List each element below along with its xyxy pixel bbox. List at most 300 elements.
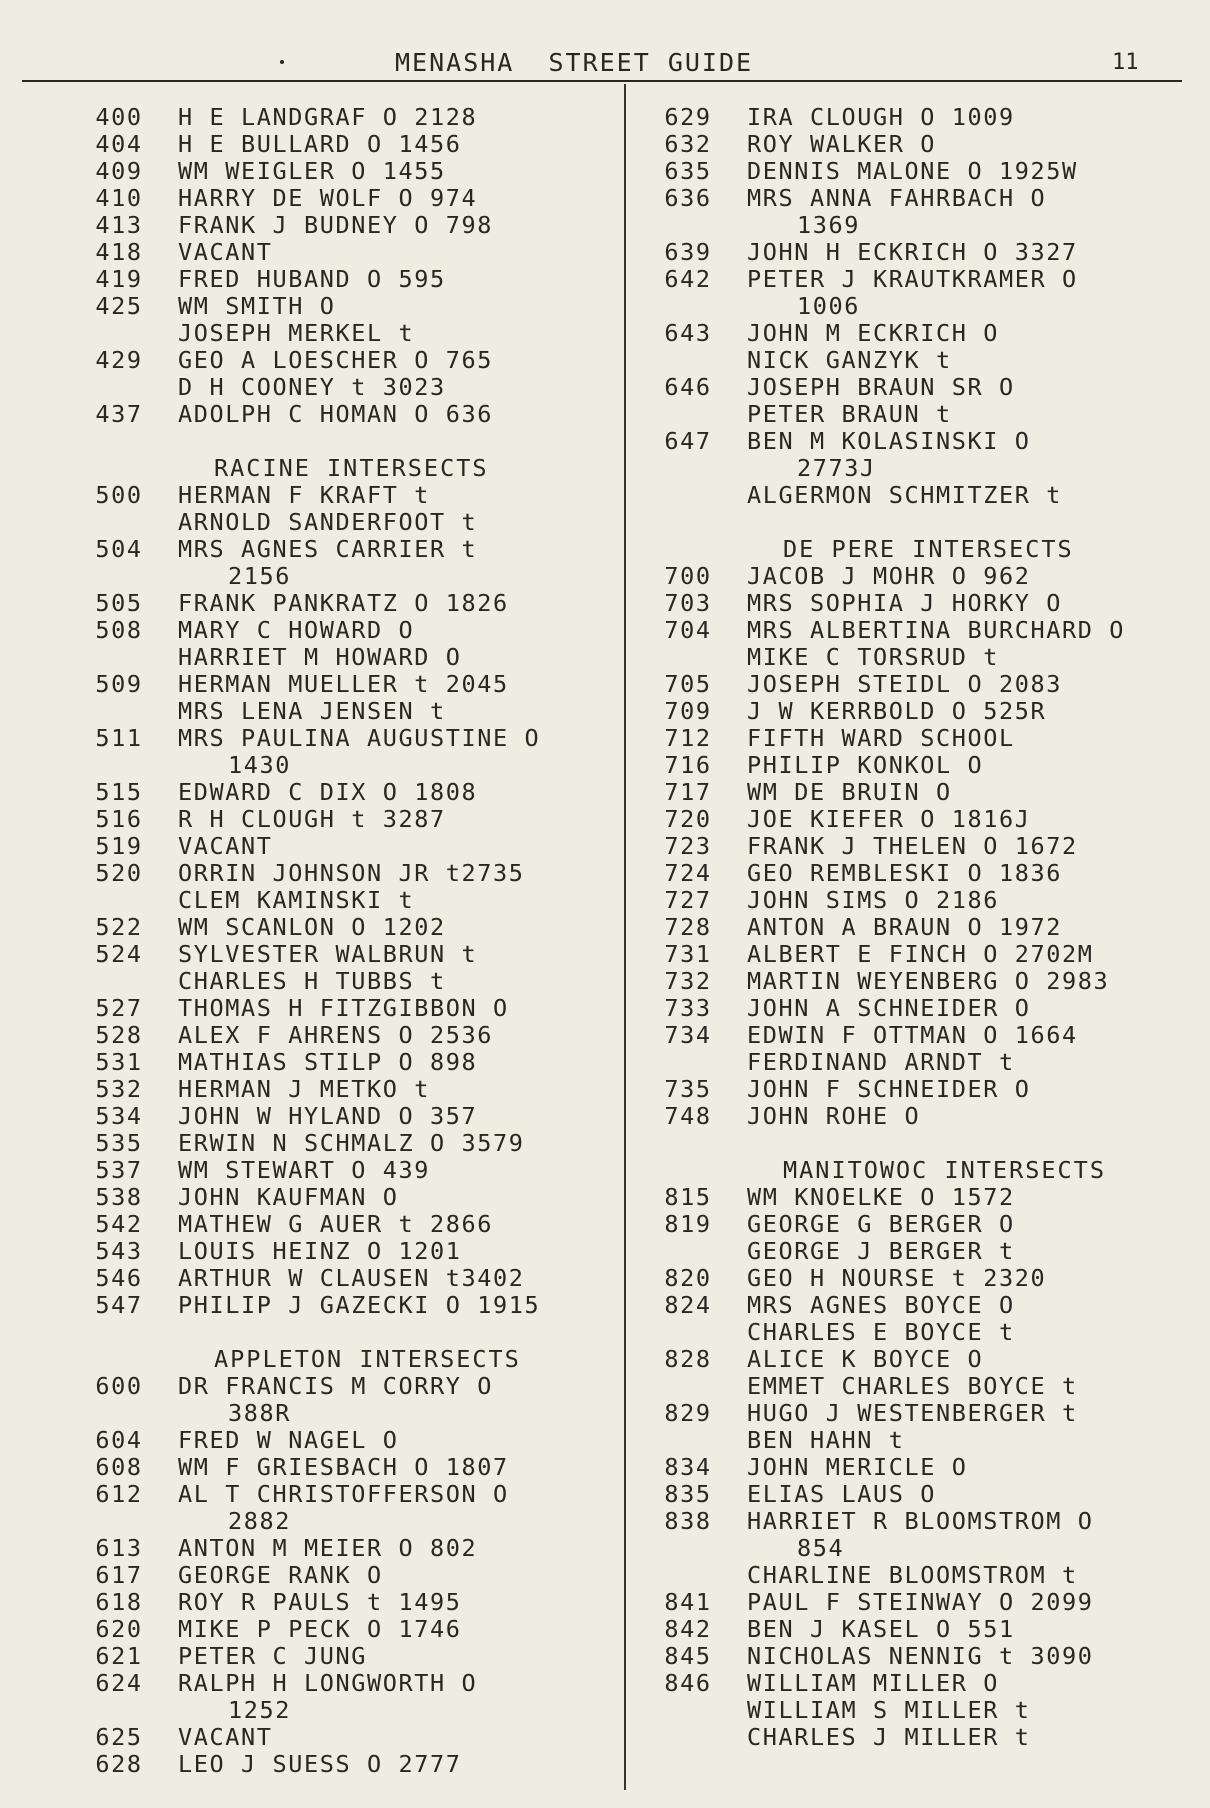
house-number: 537	[95, 1156, 143, 1184]
house-number: 824	[664, 1291, 712, 1319]
directory-entry	[655, 428, 1185, 455]
resident-name: BEN HAHN t	[747, 1426, 905, 1454]
resident-name: LOUIS HEINZ O 1201	[178, 1237, 462, 1265]
directory-entry	[86, 1643, 616, 1670]
resident-name: HARRIET M HOWARD O	[178, 643, 462, 671]
house-number: 535	[95, 1129, 143, 1157]
resident-name: H E LANDGRAF O 2128	[178, 103, 478, 131]
resident-name: ALBERT E FINCH O 2702M	[747, 940, 1094, 968]
directory-entry	[86, 482, 616, 509]
directory-entry	[86, 1211, 616, 1238]
resident-name: ALICE K BOYCE O	[747, 1345, 984, 1373]
house-number: 846	[664, 1669, 712, 1697]
resident-name: MRS PAULINA AUGUSTINE O	[178, 724, 541, 752]
directory-entry	[655, 401, 1185, 428]
house-number: 841	[664, 1588, 712, 1616]
directory-entry	[86, 914, 616, 941]
continuation-line	[86, 752, 616, 779]
directory-entry	[655, 1481, 1185, 1508]
house-number: 724	[664, 859, 712, 887]
resident-name: FRANK J BUDNEY O 798	[178, 211, 493, 239]
directory-entry	[86, 1103, 616, 1130]
resident-name: VACANT	[178, 238, 273, 266]
house-number: 409	[95, 157, 143, 185]
resident-name: ROY R PAULS t 1495	[178, 1588, 462, 1616]
directory-entry	[655, 725, 1185, 752]
directory-entry	[655, 239, 1185, 266]
house-number: 511	[95, 724, 143, 752]
house-number: 635	[664, 157, 712, 185]
house-number: 413	[95, 211, 143, 239]
directory-entry	[655, 779, 1185, 806]
house-number: 705	[664, 670, 712, 698]
directory-entry	[86, 725, 616, 752]
house-number: 509	[95, 670, 143, 698]
resident-name: WILLIAM S MILLER t	[747, 1696, 1031, 1724]
directory-entry	[655, 1103, 1185, 1130]
directory-entry	[655, 887, 1185, 914]
house-number: 527	[95, 994, 143, 1022]
intersection-heading	[655, 536, 1185, 563]
resident-name: EMMET CHARLES BOYCE t	[747, 1372, 1078, 1400]
directory-entry	[655, 1319, 1185, 1346]
directory-entry	[86, 887, 616, 914]
ink-dot	[280, 60, 284, 64]
house-number: 500	[95, 481, 143, 509]
house-number: 404	[95, 130, 143, 158]
house-number: 703	[664, 589, 712, 617]
directory-entry	[86, 509, 616, 536]
phone-continuation: 1252	[228, 1696, 291, 1724]
house-number: 546	[95, 1264, 143, 1292]
house-number: 538	[95, 1183, 143, 1211]
resident-name: H E BULLARD O 1456	[178, 130, 462, 158]
resident-name: ELIAS LAUS O	[747, 1480, 936, 1508]
directory-entry	[655, 1292, 1185, 1319]
page-header	[0, 40, 1210, 80]
resident-name: DENNIS MALONE O 1925W	[747, 157, 1078, 185]
resident-name: VACANT	[178, 1723, 273, 1751]
phone-continuation: 2156	[228, 562, 291, 590]
house-number: 620	[95, 1615, 143, 1643]
house-number: 629	[664, 103, 712, 131]
directory-entry	[86, 104, 616, 131]
resident-name: EDWARD C DIX O 1808	[178, 778, 478, 806]
directory-entry	[655, 860, 1185, 887]
directory-entry	[655, 374, 1185, 401]
directory-entry	[655, 644, 1185, 671]
phone-continuation: 854	[797, 1534, 845, 1562]
resident-name: JOHN SIMS O 2186	[747, 886, 999, 914]
directory-entry	[86, 1616, 616, 1643]
directory-entry	[655, 482, 1185, 509]
directory-entry	[86, 185, 616, 212]
resident-name: BEN M KOLASINSKI O	[747, 427, 1031, 455]
house-number: 734	[664, 1021, 712, 1049]
resident-name: ARNOLD SANDERFOOT t	[178, 508, 478, 536]
phone-continuation: 1430	[228, 751, 291, 779]
directory-entry	[86, 644, 616, 671]
resident-name: AL T CHRISTOFFERSON O	[178, 1480, 509, 1508]
directory-entry	[655, 806, 1185, 833]
directory-entry	[655, 1049, 1185, 1076]
directory-entry	[86, 698, 616, 725]
resident-name: JOHN W HYLAND O 357	[178, 1102, 478, 1130]
resident-name: MRS ANNA FAHRBACH O	[747, 184, 1047, 212]
resident-name: WILLIAM MILLER O	[747, 1669, 999, 1697]
directory-entry	[655, 671, 1185, 698]
directory-entry	[655, 1184, 1185, 1211]
directory-entry	[655, 266, 1185, 293]
intersection-label: MANITOWOC INTERSECTS	[783, 1156, 1106, 1184]
directory-entry	[655, 1373, 1185, 1400]
left-column	[86, 104, 616, 1778]
resident-name: HERMAN MUELLER t 2045	[178, 670, 509, 698]
directory-entry	[655, 1265, 1185, 1292]
resident-name: MRS AGNES BOYCE O	[747, 1291, 1015, 1319]
resident-name: WM SCANLON O 1202	[178, 913, 446, 941]
phone-continuation: 2773J	[797, 454, 876, 482]
directory-entry	[86, 158, 616, 185]
directory-entry	[655, 833, 1185, 860]
directory-entry	[86, 212, 616, 239]
house-number: 542	[95, 1210, 143, 1238]
resident-name: MATHEW G AUER t 2866	[178, 1210, 493, 1238]
resident-name: FRANK PANKRATZ O 1826	[178, 589, 509, 617]
resident-name: JOE KIEFER O 1816J	[747, 805, 1031, 833]
house-number: 636	[664, 184, 712, 212]
phone-continuation: 2882	[228, 1507, 291, 1535]
resident-name: ANTON A BRAUN O 1972	[747, 913, 1062, 941]
continuation-line	[655, 293, 1185, 320]
directory-entry	[86, 1184, 616, 1211]
resident-name: WM F GRIESBACH O 1807	[178, 1453, 509, 1481]
directory-entry	[86, 320, 616, 347]
resident-name: THOMAS H FITZGIBBON O	[178, 994, 509, 1022]
resident-name: CHARLINE BLOOMSTROM t	[747, 1561, 1078, 1589]
directory-entry	[86, 1454, 616, 1481]
house-number: 515	[95, 778, 143, 806]
directory-entry	[655, 1238, 1185, 1265]
resident-name: WM STEWART O 439	[178, 1156, 430, 1184]
directory-entry	[655, 1346, 1185, 1373]
intersection-label: DE PERE INTERSECTS	[783, 535, 1074, 563]
resident-name: HERMAN J METKO t	[178, 1075, 430, 1103]
blank-line	[655, 509, 1185, 536]
resident-name: HERMAN F KRAFT t	[178, 481, 430, 509]
house-number: 624	[95, 1669, 143, 1697]
house-number: 717	[664, 778, 712, 806]
column-divider	[624, 84, 626, 1790]
house-number: 820	[664, 1264, 712, 1292]
house-number: 612	[95, 1480, 143, 1508]
directory-entry	[86, 1562, 616, 1589]
directory-entry	[86, 1427, 616, 1454]
right-column	[655, 104, 1185, 1751]
resident-name: FIFTH WARD SCHOOL	[747, 724, 1015, 752]
resident-name: ORRIN JOHNSON JR t2735	[178, 859, 525, 887]
directory-entry	[86, 1130, 616, 1157]
directory-entry	[655, 968, 1185, 995]
resident-name: J W KERRBOLD O 525R	[747, 697, 1047, 725]
resident-name: CHARLES J MILLER t	[747, 1723, 1031, 1751]
house-number: 505	[95, 589, 143, 617]
directory-entry	[655, 1427, 1185, 1454]
directory-entry	[86, 779, 616, 806]
resident-name: FRED W NAGEL O	[178, 1426, 399, 1454]
resident-name: WM DE BRUIN O	[747, 778, 952, 806]
house-number: 727	[664, 886, 712, 914]
directory-entry	[655, 131, 1185, 158]
directory-entry	[655, 1400, 1185, 1427]
directory-entry	[86, 401, 616, 428]
house-number: 819	[664, 1210, 712, 1238]
directory-entry	[86, 293, 616, 320]
resident-name: PHILIP J GAZECKI O 1915	[178, 1291, 541, 1319]
house-number: 532	[95, 1075, 143, 1103]
house-number: 504	[95, 535, 143, 563]
resident-name: JOHN ROHE O	[747, 1102, 921, 1130]
blank-line	[86, 1319, 616, 1346]
resident-name: MIKE C TORSRUD t	[747, 643, 999, 671]
directory-entry	[86, 941, 616, 968]
intersection-label: APPLETON INTERSECTS	[214, 1345, 521, 1373]
house-number: 834	[664, 1453, 712, 1481]
resident-name: JOHN A SCHNEIDER O	[747, 994, 1031, 1022]
house-number: 733	[664, 994, 712, 1022]
house-number: 643	[664, 319, 712, 347]
house-number: 700	[664, 562, 712, 590]
resident-name: JOHN M ECKRICH O	[747, 319, 999, 347]
house-number: 522	[95, 913, 143, 941]
directory-entry	[86, 131, 616, 158]
resident-name: PAUL F STEINWAY O 2099	[747, 1588, 1094, 1616]
resident-name: LEO J SUESS O 2777	[178, 1750, 462, 1778]
resident-name: CHARLES H TUBBS t	[178, 967, 446, 995]
resident-name: CHARLES E BOYCE t	[747, 1318, 1015, 1346]
resident-name: PETER C JUNG	[178, 1642, 367, 1670]
resident-name: MIKE P PECK O 1746	[178, 1615, 462, 1643]
house-number: 829	[664, 1399, 712, 1427]
house-number: 709	[664, 697, 712, 725]
directory-entry	[86, 1670, 616, 1697]
resident-name: MRS AGNES CARRIER t	[178, 535, 478, 563]
house-number: 838	[664, 1507, 712, 1535]
phone-continuation: 388R	[228, 1399, 291, 1427]
directory-entry	[655, 698, 1185, 725]
phone-continuation: 1006	[797, 292, 860, 320]
blank-line	[86, 428, 616, 455]
house-number: 613	[95, 1534, 143, 1562]
resident-name: ARTHUR W CLAUSEN t3402	[178, 1264, 525, 1292]
house-number: 735	[664, 1075, 712, 1103]
intersection-label: RACINE INTERSECTS	[214, 454, 489, 482]
resident-name: HARRIET R BLOOMSTROM O	[747, 1507, 1094, 1535]
directory-entry	[655, 590, 1185, 617]
directory-entry	[86, 239, 616, 266]
directory-entry	[86, 1238, 616, 1265]
resident-name: JOHN KAUFMAN O	[178, 1183, 399, 1211]
directory-entry	[86, 1481, 616, 1508]
house-number: 524	[95, 940, 143, 968]
resident-name: ADOLPH C HOMAN O 636	[178, 400, 493, 428]
directory-entry	[86, 806, 616, 833]
directory-entry	[655, 1076, 1185, 1103]
resident-name: ALEX F AHRENS O 2536	[178, 1021, 493, 1049]
resident-name: FERDINAND ARNDT t	[747, 1048, 1015, 1076]
house-number: 704	[664, 616, 712, 644]
directory-entry	[655, 563, 1185, 590]
resident-name: DR FRANCIS M CORRY O	[178, 1372, 493, 1400]
resident-name: JOSEPH STEIDL O 2083	[747, 670, 1062, 698]
house-number: 508	[95, 616, 143, 644]
directory-entry	[86, 1265, 616, 1292]
directory-entry	[655, 914, 1185, 941]
house-number: 429	[95, 346, 143, 374]
directory-entry	[86, 860, 616, 887]
house-number: 628	[95, 1750, 143, 1778]
resident-name: MARY C HOWARD O	[178, 616, 415, 644]
directory-entry	[655, 1643, 1185, 1670]
continuation-line	[655, 212, 1185, 239]
directory-entry	[86, 968, 616, 995]
directory-entry	[655, 1697, 1185, 1724]
resident-name: MARTIN WEYENBERG O 2983	[747, 967, 1110, 995]
resident-name: GEO A LOESCHER O 765	[178, 346, 493, 374]
intersection-heading	[86, 1346, 616, 1373]
house-number: 845	[664, 1642, 712, 1670]
directory-entry	[86, 590, 616, 617]
directory-entry	[86, 671, 616, 698]
directory-entry	[655, 1616, 1185, 1643]
directory-entry	[86, 1049, 616, 1076]
directory-entry	[655, 1562, 1185, 1589]
resident-name: JOSEPH BRAUN SR O	[747, 373, 1015, 401]
directory-entry	[655, 1670, 1185, 1697]
house-number: 519	[95, 832, 143, 860]
house-number: 720	[664, 805, 712, 833]
directory-entry	[86, 347, 616, 374]
house-number: 728	[664, 913, 712, 941]
house-number: 618	[95, 1588, 143, 1616]
house-number: 608	[95, 1453, 143, 1481]
resident-name: MRS ALBERTINA BURCHARD O	[747, 616, 1125, 644]
house-number: 437	[95, 400, 143, 428]
directory-entry	[86, 1535, 616, 1562]
house-number: 528	[95, 1021, 143, 1049]
resident-name: HARRY DE WOLF O 974	[178, 184, 478, 212]
continuation-line	[655, 1535, 1185, 1562]
resident-name: JOHN F SCHNEIDER O	[747, 1075, 1031, 1103]
house-number: 419	[95, 265, 143, 293]
resident-name: WM WEIGLER O 1455	[178, 157, 446, 185]
house-number: 815	[664, 1183, 712, 1211]
house-number: 642	[664, 265, 712, 293]
house-number: 621	[95, 1642, 143, 1670]
resident-name: PHILIP KONKOL O	[747, 751, 984, 779]
house-number: 400	[95, 103, 143, 131]
directory-entry	[655, 995, 1185, 1022]
house-number: 646	[664, 373, 712, 401]
house-number: 617	[95, 1561, 143, 1589]
house-number: 639	[664, 238, 712, 266]
resident-name: GEO H NOURSE t 2320	[747, 1264, 1047, 1292]
house-number: 516	[95, 805, 143, 833]
house-number: 520	[95, 859, 143, 887]
directory-entry	[86, 1292, 616, 1319]
resident-name: BEN J KASEL O 551	[747, 1615, 1015, 1643]
resident-name: MRS LENA JENSEN t	[178, 697, 446, 725]
directory-entry	[655, 617, 1185, 644]
continuation-line	[86, 563, 616, 590]
house-number: 425	[95, 292, 143, 320]
directory-entry	[655, 1589, 1185, 1616]
resident-name: MRS SOPHIA J HORKY O	[747, 589, 1062, 617]
directory-entry	[86, 617, 616, 644]
house-number: 712	[664, 724, 712, 752]
page-title: MENASHA STREET GUIDE	[395, 48, 754, 77]
house-number: 543	[95, 1237, 143, 1265]
resident-name: CLEM KAMINSKI t	[178, 886, 415, 914]
resident-name: ANTON M MEIER O 802	[178, 1534, 478, 1562]
directory-entry	[86, 1373, 616, 1400]
resident-name: JOHN MERICLE O	[747, 1453, 968, 1481]
resident-name: PETER BRAUN t	[747, 400, 952, 428]
resident-name: ROY WALKER O	[747, 130, 936, 158]
resident-name: JACOB J MOHR O 962	[747, 562, 1031, 590]
resident-name: D H COONEY t 3023	[178, 373, 446, 401]
continuation-line	[655, 455, 1185, 482]
intersection-heading	[655, 1157, 1185, 1184]
house-number: 418	[95, 238, 143, 266]
resident-name: VACANT	[178, 832, 273, 860]
house-number: 604	[95, 1426, 143, 1454]
directory-entry	[86, 1589, 616, 1616]
directory-entry	[655, 185, 1185, 212]
house-number: 547	[95, 1291, 143, 1319]
directory-entry	[655, 1508, 1185, 1535]
house-number: 716	[664, 751, 712, 779]
directory-entry	[655, 1724, 1185, 1751]
resident-name: EDWIN F OTTMAN O 1664	[747, 1021, 1078, 1049]
directory-entry	[86, 995, 616, 1022]
house-number: 748	[664, 1102, 712, 1130]
continuation-line	[86, 1697, 616, 1724]
directory-entry	[86, 1076, 616, 1103]
directory-entry	[655, 1211, 1185, 1238]
directory-entry	[655, 752, 1185, 779]
house-number: 632	[664, 130, 712, 158]
directory-entry	[655, 941, 1185, 968]
house-number: 731	[664, 940, 712, 968]
resident-name: JOHN H ECKRICH O 3327	[747, 238, 1078, 266]
directory-entry	[86, 1724, 616, 1751]
directory-entry	[655, 320, 1185, 347]
resident-name: GEORGE G BERGER O	[747, 1210, 1015, 1238]
resident-name: RALPH H LONGWORTH O	[178, 1669, 478, 1697]
header-rule	[22, 80, 1182, 82]
resident-name: IRA CLOUGH O 1009	[747, 103, 1015, 131]
resident-name: ALGERMON SCHMITZER t	[747, 481, 1062, 509]
intersection-heading	[86, 455, 616, 482]
house-number: 410	[95, 184, 143, 212]
house-number: 835	[664, 1480, 712, 1508]
resident-name: NICK GANZYK t	[747, 346, 952, 374]
resident-name: NICHOLAS NENNIG t 3090	[747, 1642, 1094, 1670]
resident-name: WM KNOELKE O 1572	[747, 1183, 1015, 1211]
directory-entry	[655, 1022, 1185, 1049]
directory-entry	[86, 1157, 616, 1184]
